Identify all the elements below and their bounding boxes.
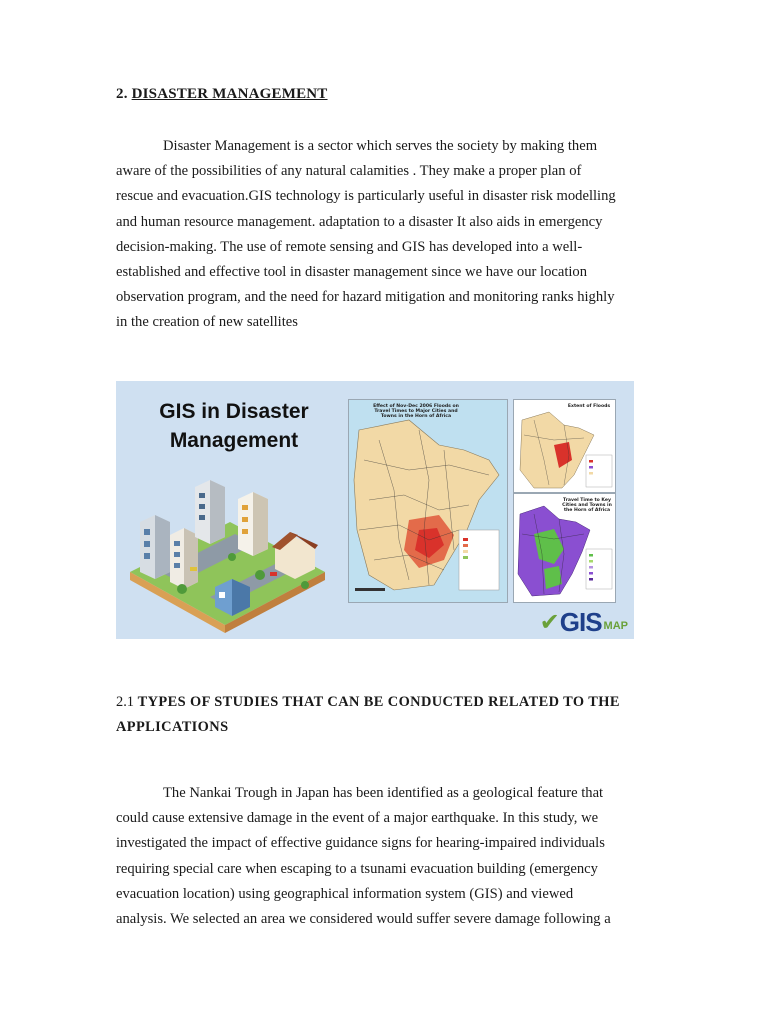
- map-flood-extent: [513, 399, 616, 493]
- paragraph-line: established and effective tool in disaster management since we have our location: [116, 264, 588, 281]
- city-illustration: [120, 477, 330, 637]
- flood-extent-map: [514, 400, 615, 492]
- map-bottom-right-caption: Travel Time to Key Cities and Towns in the Horn of Africa: [562, 498, 612, 513]
- logo-gis-text: GIS: [559, 607, 602, 637]
- paragraph-line: investigated the impact of effective guidance signs for hearing-impaired individuals: [116, 835, 605, 852]
- map-travel-time: [513, 493, 616, 603]
- figure-title: GIS in Disaster Management: [159, 400, 309, 452]
- paragraph-line: observation program, and the need for hazard mitigation and monitoring ranks highly: [116, 289, 615, 306]
- paragraph-line: and human resource management. adaptation to a disaster It also aids in emergency: [116, 213, 603, 230]
- paragraph-line: The Nankai Trough in Japan has been identified as a geological feature that: [163, 785, 604, 801]
- map-top-right-caption: Extent of Floods: [567, 404, 611, 409]
- paragraph-line: decision-making. The use of remote sensing and GIS has developed into a well-: [116, 238, 583, 255]
- paragraph-line: rescue and evacuation.GIS technology is particularly useful in disaster risk modelling: [116, 188, 616, 205]
- logo-map-text: MAP: [603, 620, 628, 632]
- paragraph-line: Disaster Management is a sector which serves the society by making them: [163, 138, 598, 154]
- paragraph-line: aware of the possibilities of any natural calamities . They make a proper plan of: [116, 163, 582, 180]
- section-heading: [116, 86, 328, 103]
- section-title: DISASTER MANAGEMENT: [131, 86, 328, 102]
- logo-pin-icon: ✔: [539, 609, 560, 636]
- gis-disaster-figure: [116, 381, 634, 639]
- paragraph-line: requiring special care when escaping to a tsunami evacuation building (emergency: [116, 860, 598, 877]
- horn-of-africa-map: [349, 400, 507, 602]
- paragraph-line: could cause extensive damage in the event of a major earthquake. In this study, we: [116, 810, 599, 827]
- map-flood-effects: [348, 399, 508, 603]
- paragraph-line: analysis. We selected an area we considered would suffer severe damage following a: [116, 911, 611, 928]
- paragraph-nankai-study: [116, 781, 656, 932]
- paragraph-line: evacuation location) using geographical information system (GIS) and viewed: [116, 885, 574, 902]
- paragraph-line: in the creation of new satellites: [116, 314, 298, 331]
- map-main-caption: Effect of Nov-Dec 2006 Floods on Travel Times to Major Cities and Towns in the Horn of Africa: [373, 404, 459, 419]
- section-number: 2.: [116, 86, 128, 102]
- subsection-number: 2.1: [116, 694, 134, 710]
- subsection-title-line2: APPLICATIONS: [116, 719, 229, 735]
- subsection-title-line1: TYPES OF STUDIES THAT CAN BE CONDUCTED RELATED TO THE: [137, 694, 620, 710]
- gismap-logo: [540, 609, 628, 635]
- paragraph-disaster-management: [116, 134, 656, 336]
- subsection-heading: [116, 690, 656, 740]
